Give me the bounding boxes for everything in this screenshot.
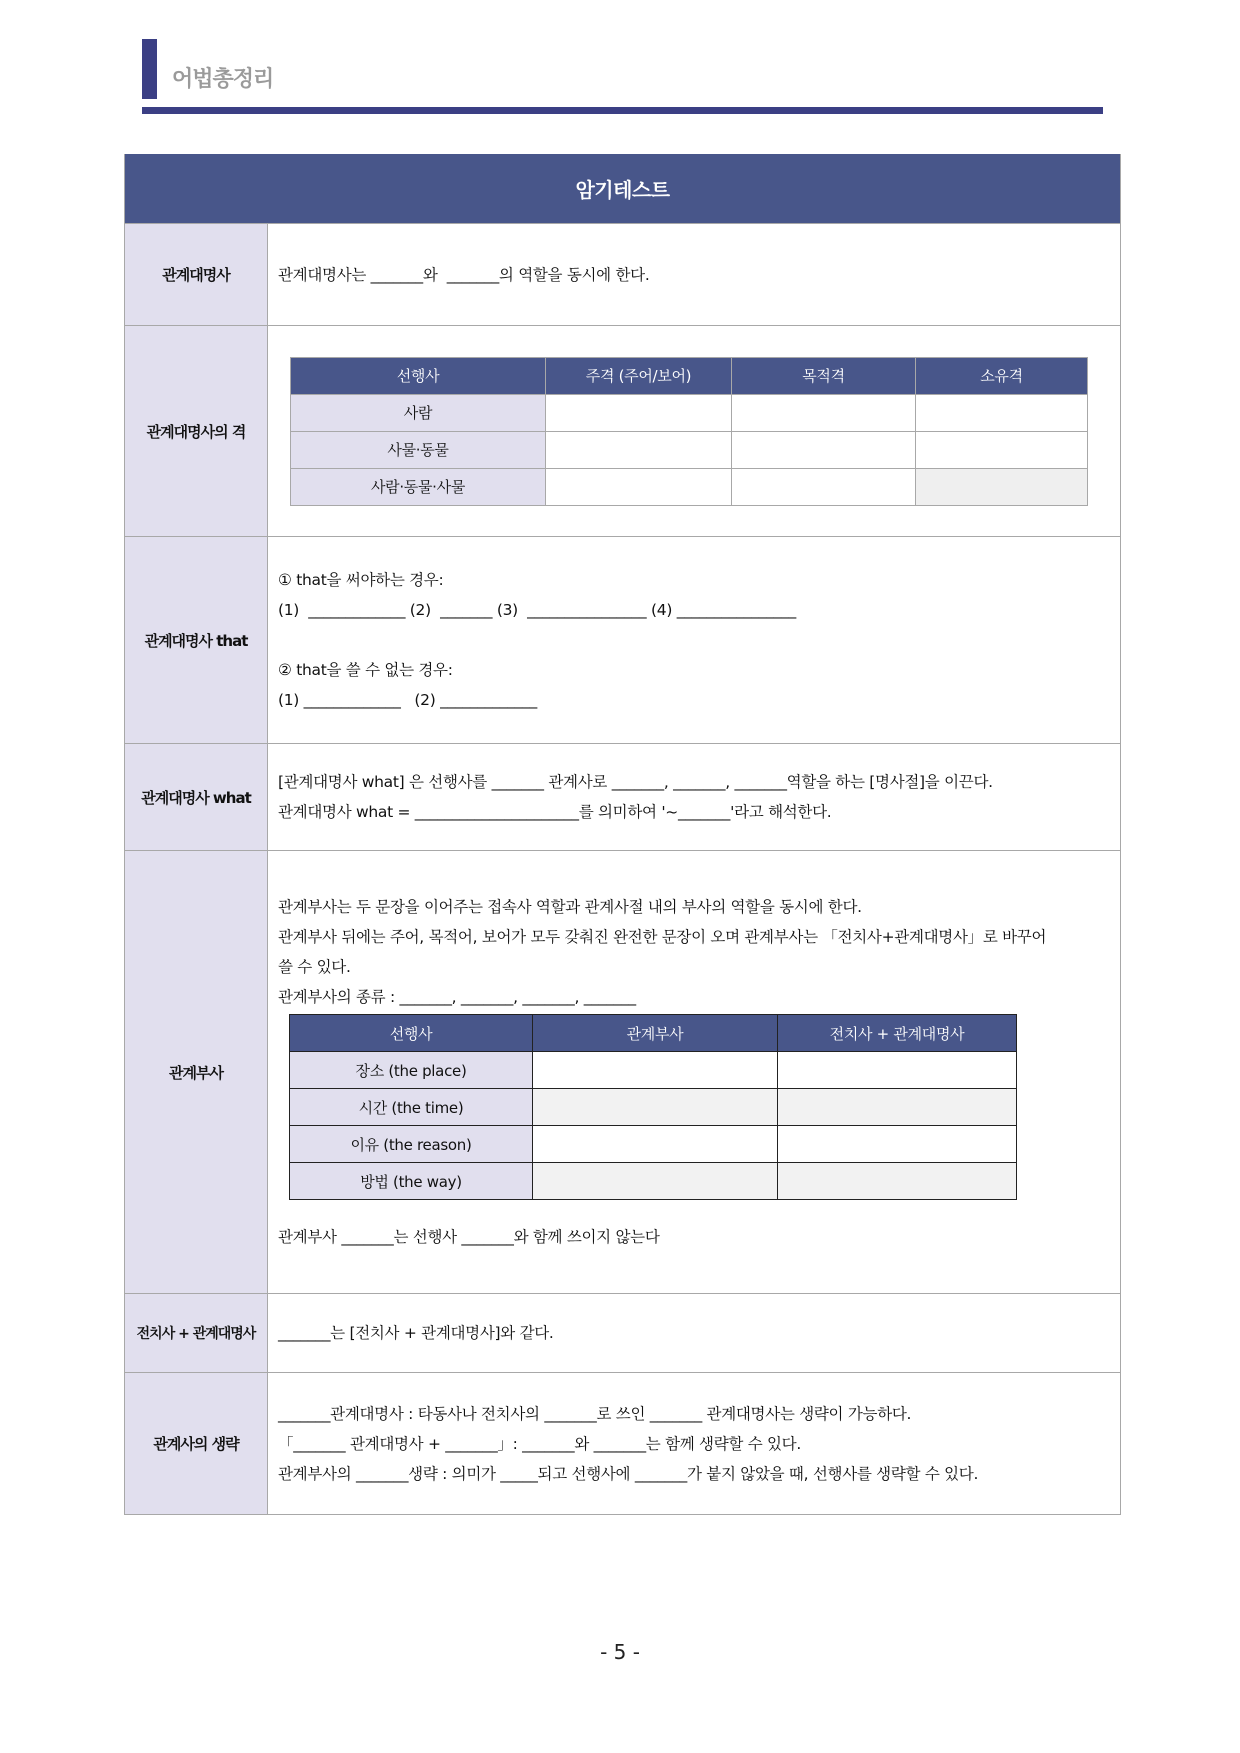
cannot-use-blanks: (1) _____________ (2) _____________ bbox=[278, 691, 537, 709]
row-that bbox=[125, 536, 1120, 743]
answer-cell[interactable] bbox=[916, 431, 1088, 468]
table-row bbox=[291, 394, 1088, 431]
row-label: 관계사의 생략 bbox=[125, 1373, 268, 1514]
adverb-line-3: 쓸 수 있다. bbox=[278, 958, 351, 976]
section-title: 어법총정리 bbox=[172, 67, 274, 92]
col-header: 주격 (주어/보어) bbox=[546, 357, 732, 394]
adverb-table bbox=[289, 1014, 1017, 1200]
adverb-line-2: 관계부사 뒤에는 주어, 목적어, 보어가 모두 갖춰진 완전한 문장이 오며 관계부사는 「전치사+관계대명사」로 바꾸어 bbox=[278, 928, 1047, 946]
col-header: 전치사 + 관계대명사 bbox=[778, 1015, 1017, 1052]
row-header: 시간 (the time) bbox=[290, 1089, 533, 1126]
omission-line-1: _______관계대명사 : 타동사나 전치사의 _______로 쓰인 _______ 관계대명사는 생략이 가능하다. bbox=[278, 1404, 912, 1423]
omission-line-2: 「_______ 관계대명사 + _______」: _______와 _______는 함께 생략할 수 있다. bbox=[278, 1434, 801, 1453]
col-header: 선행사 bbox=[290, 1015, 533, 1052]
adverb-types: 관계부사의 종류 : _______, _______, _______, _______ bbox=[278, 988, 636, 1006]
fill-in-text: _______는 [전치사 + 관계대명사]와 같다. bbox=[278, 1324, 554, 1342]
what-line-2: 관계대명사 what = ______________________를 의미하여 '~_______'라고 해석한다. bbox=[278, 803, 832, 821]
adverb-note: 관계부사 _______는 선행사 _______와 함께 쓰이지 않는다 bbox=[278, 1228, 660, 1246]
row-header: 사람·동물·사물 bbox=[291, 468, 546, 505]
table-row bbox=[290, 1163, 1017, 1200]
table-row bbox=[291, 468, 1088, 505]
fill-in-text: 관계대명사는 _______와 _______의 역할을 동시에 한다. bbox=[278, 265, 650, 284]
col-header: 선행사 bbox=[291, 357, 546, 394]
page-number: - 5 - bbox=[600, 1640, 640, 1664]
row-case bbox=[125, 325, 1120, 536]
table-row bbox=[290, 1089, 1017, 1126]
col-header: 소유격 bbox=[916, 357, 1088, 394]
row-label: 관계대명사 bbox=[125, 224, 268, 325]
col-header: 관계부사 bbox=[533, 1015, 778, 1052]
row-header: 사람 bbox=[291, 394, 546, 431]
disabled-cell bbox=[916, 468, 1088, 505]
answer-cell[interactable] bbox=[732, 468, 916, 505]
answer-cell[interactable] bbox=[732, 431, 916, 468]
answer-cell[interactable] bbox=[546, 394, 732, 431]
answer-cell[interactable] bbox=[916, 394, 1088, 431]
must-use-title: ① that을 써야하는 경우: bbox=[278, 571, 444, 589]
answer-cell[interactable] bbox=[546, 468, 732, 505]
row-header: 이유 (the reason) bbox=[290, 1126, 533, 1163]
row-omission bbox=[125, 1372, 1120, 1514]
answer-cell[interactable] bbox=[533, 1126, 778, 1163]
must-use-blanks: (1) _____________ (2) _______ (3) ________________ (4) ________________ bbox=[278, 601, 796, 619]
answer-cell[interactable] bbox=[533, 1089, 778, 1126]
row-label: 전치사 + 관계대명사 bbox=[125, 1294, 268, 1372]
answer-cell[interactable] bbox=[778, 1089, 1017, 1126]
answer-cell[interactable] bbox=[778, 1052, 1017, 1089]
row-label: 관계부사 bbox=[125, 851, 268, 1293]
table-row bbox=[290, 1126, 1017, 1163]
row-header: 방법 (the way) bbox=[290, 1163, 533, 1200]
sheet-title: 암기테스트 bbox=[125, 154, 1120, 223]
row-label: 관계대명사 that bbox=[125, 537, 268, 743]
answer-cell[interactable] bbox=[778, 1163, 1017, 1200]
row-what bbox=[125, 743, 1120, 850]
answer-cell[interactable] bbox=[546, 431, 732, 468]
row-label: 관계대명사의 격 bbox=[125, 326, 268, 536]
memory-test-sheet bbox=[124, 154, 1121, 1515]
omission-line-3: 관계부사의 _______생략 : 의미가 _____되고 선행사에 _______가 붙지 않았을 때, 선행사를 생략할 수 있다. bbox=[278, 1464, 979, 1483]
cannot-use-title: ② that을 쓸 수 없는 경우: bbox=[278, 661, 453, 679]
header-rule bbox=[142, 107, 1103, 114]
row-relative-adverb bbox=[125, 850, 1120, 1293]
row-header: 사물·동물 bbox=[291, 431, 546, 468]
case-table bbox=[290, 357, 1088, 506]
what-line-1: [관계대명사 what] 은 선행사를 _______ 관계사로 _______, _______, _______역할을 하는 [명사절]을 이끈다. bbox=[278, 773, 993, 791]
row-relative-pronoun bbox=[125, 223, 1120, 325]
row-prep-relative bbox=[125, 1293, 1120, 1372]
row-header: 장소 (the place) bbox=[290, 1052, 533, 1089]
adverb-line-1: 관계부사는 두 문장을 이어주는 접속사 역할과 관계사절 내의 부사의 역할을 동시에 한다. bbox=[278, 898, 862, 916]
col-header: 목적격 bbox=[732, 357, 916, 394]
row-label: 관계대명사 what bbox=[125, 744, 268, 850]
answer-cell[interactable] bbox=[533, 1163, 778, 1200]
header-accent-bar bbox=[142, 39, 157, 99]
answer-cell[interactable] bbox=[533, 1052, 778, 1089]
answer-cell[interactable] bbox=[732, 394, 916, 431]
answer-cell[interactable] bbox=[778, 1126, 1017, 1163]
table-row bbox=[291, 431, 1088, 468]
table-row bbox=[290, 1052, 1017, 1089]
